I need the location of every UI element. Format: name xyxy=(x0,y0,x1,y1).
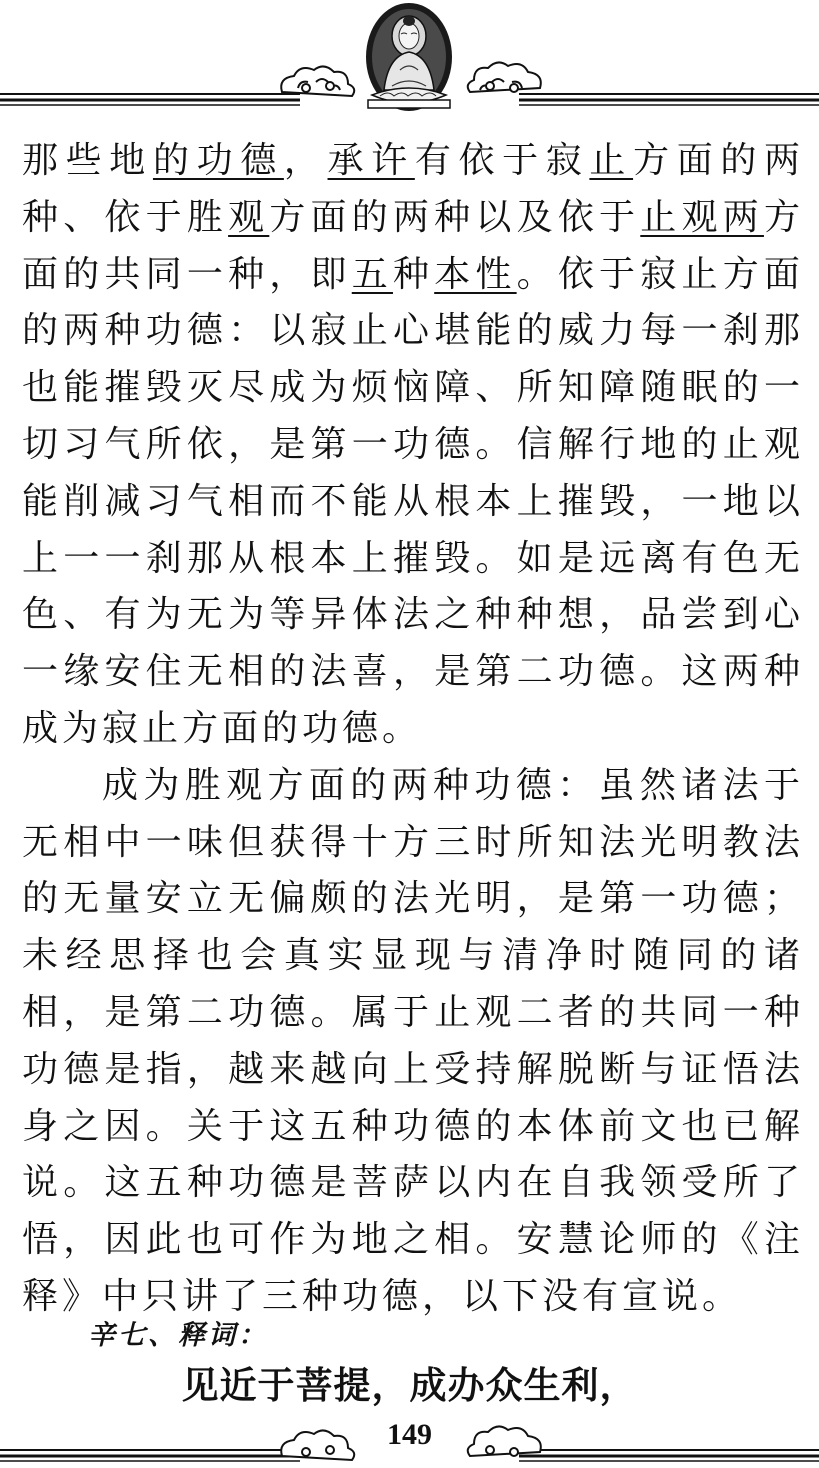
body-text xyxy=(22,133,804,1326)
buddha-emblem-icon xyxy=(366,3,452,111)
underlined-term: 承许 xyxy=(327,140,415,181)
verse-line: 见近于菩提，成办众生利， xyxy=(181,1364,638,1407)
text-run: 方面的共同一种，即 xyxy=(22,196,804,295)
text-run: 有依于寂 xyxy=(414,140,590,181)
text-run: 。依于寂止方面的两种功德：以寂止心堪能的威力每一刹那也能摧毁灭尽成为烦恼障、所知障随眠的一切习气所依，是第一功德。信解行地的止观能削减习气相而不能从根本上摧毁，一地以上一一刹那从根本上摧毁。如是远离有色无色、有为无为等异体法之种种想，品尝到心一缘安住无相的法喜，是第二功德。这两种成为寂止方面的功德。 xyxy=(22,253,804,749)
underlined-term: 止 xyxy=(589,140,634,181)
underlined-term: 的功德 xyxy=(152,140,284,181)
section-heading: 辛七、释词： xyxy=(88,1320,268,1351)
text-run: 方面的两种以及依于 xyxy=(269,196,641,238)
underlined-term: 止观两 xyxy=(640,196,764,238)
underlined-term: 本性 xyxy=(434,253,517,295)
header-ornament xyxy=(0,0,819,115)
text-run: ， xyxy=(283,140,328,181)
page-number: 149 xyxy=(387,1418,432,1451)
underlined-term: 五 xyxy=(351,253,393,295)
cloud-ornament-right-icon xyxy=(468,62,541,92)
text-run: 方面的两种、依于胜 xyxy=(22,140,804,238)
text-run: 种 xyxy=(392,253,435,295)
paragraph-2: 成为胜观方面的两种功德：虽然诸法于无相中一味但获得十方三时所知法光明教法的无量安立无偏颇的法光明，是第一功德；未经思择也会真实显现与清净时随同的诸相，是第二功德。属于止观二者的共同一种功德是指，越来越向上受持解脱断与证悟法身之因。关于这五种功德的本体前文也已解说。这五种功德是菩萨以内在自我领受所了悟，因此也可作为地之相。安慧论师的《注释》中只讲了三种功德，以下没有宣说。 xyxy=(22,764,804,1317)
paragraph-1 xyxy=(22,133,804,758)
text-run: 那些地 xyxy=(22,140,153,181)
header-rule-right xyxy=(519,94,819,105)
header-rule-left xyxy=(0,94,300,105)
cloud-ornament-left-icon xyxy=(281,66,354,96)
underlined-term: 观 xyxy=(228,196,270,238)
